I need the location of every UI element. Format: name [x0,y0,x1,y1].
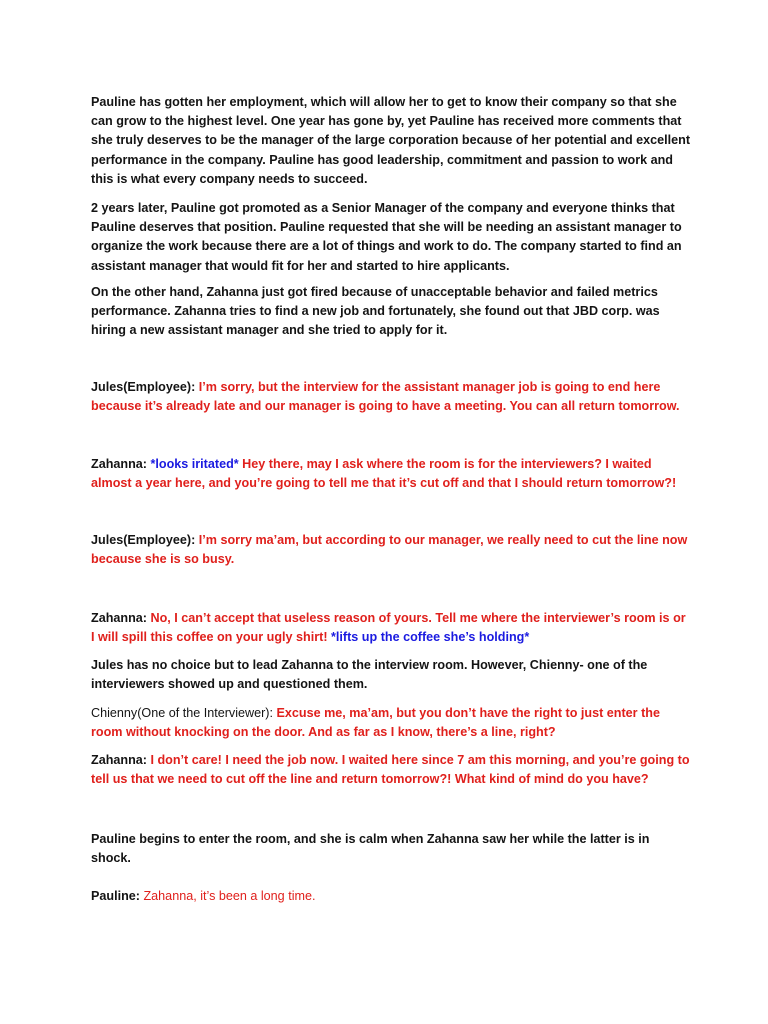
stage-direction: *looks iritated* [150,457,239,471]
speaker-label: Zahanna: [91,611,151,625]
speaker-label: Jules(Employee): [91,380,199,394]
narration-paragraph-5: Pauline begins to enter the room, and she is calm when Zahanna saw her while the latter is in shock. [91,832,650,866]
spoken-line: No, I can’t accept that useless reason of yours. Tell me where the interviewer’s room is or I will spill this coffee on your ugly shirt! [91,611,686,645]
dialogue-zahanna-1 [91,455,691,493]
narration-paragraph-1: Pauline has gotten her employment, which will allow her to get to know their company so that she can grow to the highest level. One year has gone by, yet Pauline has received more comments that she truly deserves to be the manager of the large corporation because of her potential and excellent performance in the company. Pauline has good leadership, commitment and passion to work and this is what every company needs to succeed. [91,95,691,186]
dialogue-jules-1 [91,378,691,416]
narration-paragraph-3: On the other hand, Zahanna just got fired because of unacceptable behavior and failed metrics performance. Zahanna tries to find a new job and fortunately, she found out that JBD corp. was hiring a new assistant manager and she tried to apply for it. [91,285,660,338]
dialogue-jules-2 [91,531,691,569]
spoken-line: I don’t care! I need the job now. I waited here since 7 am this morning, and you’re going to tell us that we need to cut off the line and return tomorrow?! What kind of mind do you have? [91,753,690,787]
speaker-label: Pauline: [91,889,144,903]
spoken-line: I’m sorry, but the interview for the assistant manager job is going to end here because it’s already late and our manager is going to have a meeting. You can all return tomorrow. [91,380,680,414]
dialogue-zahanna-2 [91,609,691,647]
spoken-line: I’m sorry ma’am, but according to our manager, we really need to cut the line now because she is so busy. [91,533,688,567]
dialogue-pauline-1 [91,887,691,906]
speaker-label: Chienny(One of the Interviewer): [91,706,277,720]
spoken-line: Zahanna, it’s been a long time. [143,889,316,903]
spoken-line: Hey there, may I ask where the room is for the interviewers? I waited almost a year here, and you’re going to tell me that it’s cut off and that I should return tomorrow?! [91,457,677,491]
narration-paragraph-2: 2 years later, Pauline got promoted as a Senior Manager of the company and everyone thinks that Pauline deserves that position. Pauline requested that she will be needing an assistant manager to organize the work because there are a lot of things and work to do. The company started to find an assistant manager that would fit for her and started to hire applicants. [91,201,682,273]
speaker-label: Zahanna: [91,457,151,471]
narration-paragraph-4: Jules has no choice but to lead Zahanna to the interview room. However, Chienny- one of the interviewers showed up and questioned them. [91,658,648,692]
speaker-label: Jules(Employee): [91,533,199,547]
stage-direction: *lifts up the coffee she’s holding* [331,630,530,645]
speaker-label: Zahanna: [91,753,151,767]
dialogue-zahanna-3 [91,751,691,789]
spoken-line: Excuse me, ma’am, but you don’t have the right to just enter the room without knocking on the door. And as far as I know, there’s a line, right? [91,706,660,740]
dialogue-chienny-1 [91,704,691,742]
